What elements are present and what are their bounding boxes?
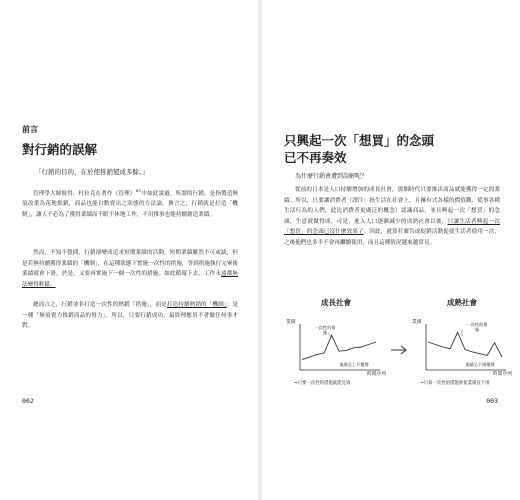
paragraph-1 <box>22 186 238 220</box>
chart-mature-society <box>410 296 514 388</box>
chart-annotation: 一次性的措施 <box>314 325 336 335</box>
chart-caption: 業績呈上升趨勢 <box>339 362 369 367</box>
right-page <box>262 0 520 500</box>
paragraph-right-underline: 只讓生活者興起一次「想買」的念頭已沒什麼效果了 <box>284 218 500 235</box>
paragraph-right-text-a: 從前的日本是人口持續增加的成長社會，那個時代只要推出商品就能獲得一定的業績。所以，只要讓消費者（譯注：指生活在社會上，且擁有式各樣的價值觀、從事各種生活行為的人們，此比消費者更廣泛的概念）認識商品，並且興起一次「想買」的念頭，生意就做得成。可是，進入人口逐漸減少的成熟社會以後， <box>284 187 500 225</box>
series-line <box>302 335 376 359</box>
heading-line-1: 只興起一次「想買」的念頭 <box>284 133 435 148</box>
chart-annotation: 一次性的措施 <box>466 322 488 332</box>
quote: 「行銷的目的，在於使推銷變成多餘。」 <box>35 168 149 176</box>
paragraph-2-text: 然而，不知不覺間，行銷卻變成追求短期業績的活動。短期業績雖然不可或缺，但是若無持續獲得業績的「機制」，在這種狀態下實施一次性的措施，等到措施執行完畢後業績就會下滑。於是，又要再實施下一個一次性的措施。如此循環下去，工作永 <box>22 250 238 277</box>
page-number-left: 002 <box>22 397 34 405</box>
section-label: 前言 <box>22 124 38 134</box>
page-number-right: 003 <box>486 397 498 405</box>
chart-bottom-note: ⇒只要一次性的措施就能見效 <box>294 381 351 386</box>
paragraph-3-underline-a: 打造 <box>166 302 179 308</box>
y-axis-label: 業績 <box>412 320 422 325</box>
paragraph-1-text-a: 管理學大師彼得．杜拉克在著作《管理》 <box>33 190 136 197</box>
paragraph-2 <box>22 248 238 290</box>
chart-bottom-note: ⇒只靠一次性的措施會使業績直下滑 <box>420 381 490 386</box>
heading-line-2: 已不再奏效 <box>284 150 347 165</box>
series-line <box>428 332 502 357</box>
page-heading: 對行銷的誤解 <box>22 142 98 157</box>
paragraph-right-text-b: 。因此，就算打廣告或促銷活動促使生活者使用一次，之後他們也多半不會再繼續使用，而且這種情況越來越常見。 <box>284 229 500 246</box>
left-page <box>0 0 258 500</box>
chart-growth-society <box>284 296 388 388</box>
x-axis-label: 時間序列 <box>492 372 512 377</box>
paragraph-3-text-b: ；是一種「無須賣力推銷商品的努力」。所以，只要行銷成功，最終理應用不著做任何事才對。 <box>22 302 238 329</box>
footnote-marker: ※1 <box>135 188 142 193</box>
paragraph-1-text-b: 中如此說過。所謂的行銷，是指製造無須改業為花地推銷，商品也能自動賣出之狀態的方法論。換言之，行銷就是打造「機制」，讓人不必為了獲得業績而不眠不休地工作，不用推事也能持續創造業績。 <box>22 190 238 218</box>
x-axis-label: 時間序列 <box>366 372 386 377</box>
chart-title: 成長社會 <box>321 298 351 307</box>
paragraph-3-text-a: 總而言之，行銷並非打造一次性的熱銷「措施」，而是 <box>33 302 167 308</box>
arrow-icon <box>390 345 408 355</box>
paragraph-right <box>284 185 500 248</box>
chart-title: 成熟社會 <box>447 298 477 307</box>
paragraph-2-underline: 遠都無法變得輕鬆。 <box>22 271 238 288</box>
page-heading-right <box>284 132 434 166</box>
chart-caption: 業績呈下降趨勢 <box>465 362 495 367</box>
question-text: 為什麼行銷會遭到誤解呢？ <box>295 173 368 180</box>
paragraph-3 <box>22 300 238 332</box>
y-axis-label: 業績 <box>286 320 296 325</box>
paragraph-3-underline-b: 持續熱銷的「機制」 <box>178 302 227 308</box>
